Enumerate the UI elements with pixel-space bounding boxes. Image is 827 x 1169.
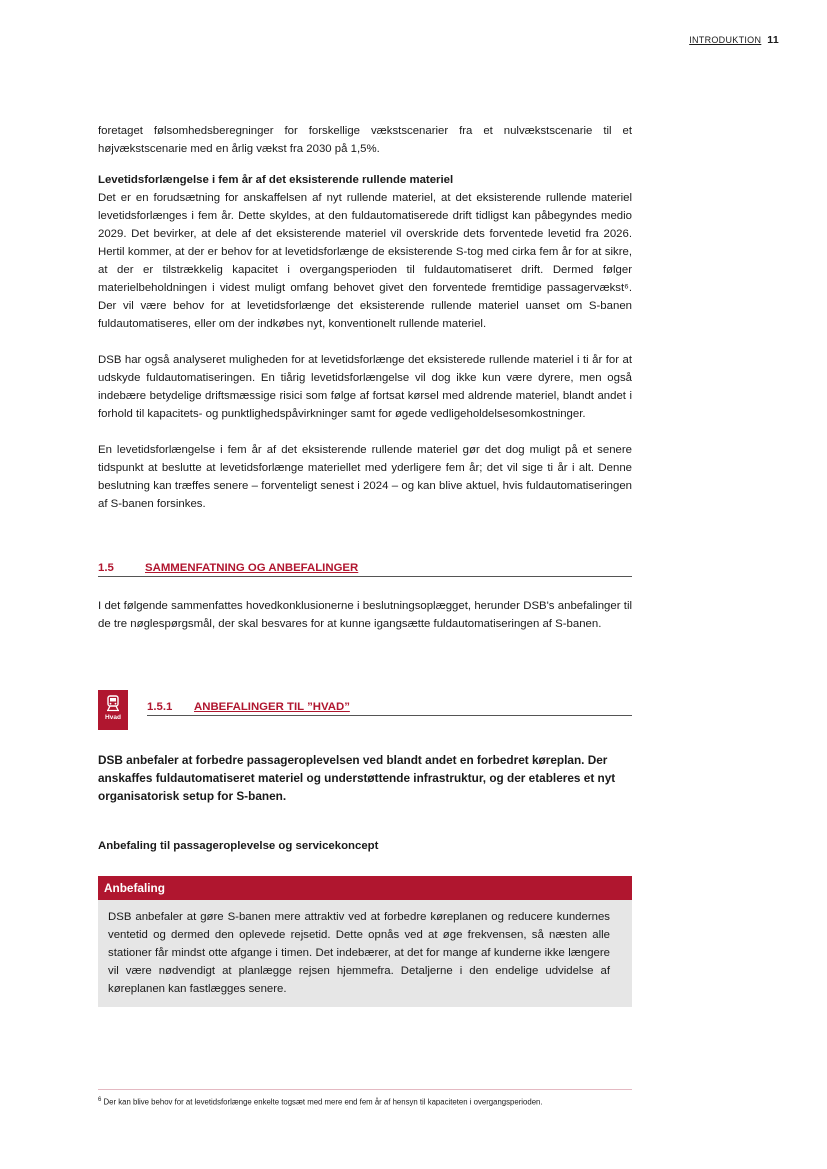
subsection-title: ANBEFALINGER TIL ”HVAD” <box>194 701 350 713</box>
footnote-text: Der kan blive behov for at levetidsforlænge enkelte togsæt med mere end fem år af hensyn til kapaciteten i overgangsperioden. <box>103 1097 543 1107</box>
badge-label: Hvad <box>105 714 121 721</box>
subheading-passageroplevelse: Anbefaling til passageroplevelse og servicekoncept <box>98 840 379 852</box>
lead-paragraph: DSB anbefaler at forbedre passageroplevelsen ved blandt andet en forbedret køreplan. Der anskaffes fuldautomatiseret materiel og understøttende infrastruktur, og der etableres et nyt organisatorisk setup for S-banen. <box>98 753 616 803</box>
page-header <box>689 34 779 46</box>
section-number: 1.5 <box>98 562 114 574</box>
footnote-marker: 6 <box>98 1097 102 1103</box>
subheading-levetid: Levetidsforlængelse i fem år af det eksisterende rullende materiel <box>98 174 454 186</box>
paragraph-3: DSB har også analyseret muligheden for at levetidsforlænge det eksisterede rullende materiel i ti år for at udskyde fuldautomatiseringen. En tiårig levetidsforlængelse vil dog ikke kun være dyrere, men også indebære betydelige driftsmæssige risici som følge af fortsat kørsel med aldrende materiel, blandt andet i forhold til kapacitets- og punktlighedspåvirkninger samt for øgede vedligeholdelsesomkostninger. <box>98 354 632 420</box>
train-icon <box>106 695 120 712</box>
footnote-divider <box>98 1089 632 1090</box>
footnote <box>98 1097 543 1107</box>
page-number: 11 <box>767 34 779 46</box>
section-title: SAMMENFATNING OG ANBEFALINGER <box>145 562 359 574</box>
paragraph-2: Det er en forudsætning for anskaffelsen af nyt rullende materiel, at det eksisterende rullende materiel levetidsforlænges i fem år. Dette skyldes, at den fuldautomatiserede drift tidligst kan påbegyndes medio 2029. Det bevirker, at dele af det eksisterende materiel vil overskride dets forventede levetid fra 2026. Hertil kommer, at der er behov for at levetidsforlænge de eksisterende S-tog med cirka fem år for at sikre, at der er tilstrækkelig kapacitet i overgangsperioden til fuldautomatiseret drift. Dermed følger materielbeholdningen i videst muligt omfang behovet givet den forventede fremtidige passagervækst⁶. Der vil være behov for at levetidsforlænge det eksisterende rullende materiel uanset om S-banen fuldautomatiseres, eller om der indkøbes nyt, konventionelt rullende materiel. <box>98 192 632 330</box>
subsection-number: 1.5.1 <box>147 701 173 713</box>
body-text <box>98 122 632 513</box>
recommendation-text: DSB anbefaler at gøre S-banen mere attraktiv ved at forbedre køreplanen og reducere kundernes ventetid og dermed den oplevede rejsetid. Dette opnås ved at øge frekvensen, så næsten alle stationer får mindst otte afgange i timen. Det indebærer, at det for mange af kunderne ikke længere vil være nødvendigt at planlægge rejsen hjemmefra. Detaljerne i den endelige udvidelse af køreplanen kan fastlægges senere. <box>108 911 610 995</box>
paragraph-4: En levetidsforlængelse i fem år af det eksisterende rullende materiel gør det dog muligt på et senere tidspunkt at beslutte at levetidsforlænge materiellet med yderligere fem år; det vil sige ti år i alt. Denne beslutning kan træffes senere – forventeligt senest i 2024 – og kan blive aktuel, hvis fuldautomatiseringen af S-banen forsinkes. <box>98 444 632 510</box>
recommendation-title: Anbefaling <box>98 876 632 900</box>
header-section: INTRODUKTION <box>689 35 762 45</box>
paragraph-1: foretaget følsomhedsberegninger for forskellige vækstscenarier fra et nulvækstscenarie til et højvækstscenarie med en årlig vækst fra 2030 på 1,5%. <box>98 125 632 155</box>
section-intro-text: I det følgende sammenfattes hovedkonklusionerne i beslutningsoplægget, herunder DSB's anbefalinger til de tre nøglespørgsmål, der skal besvares for at kunne igangsætte fuldautomatiseringen af S-banen. <box>98 600 632 630</box>
recommendation-body <box>98 900 632 1007</box>
section-intro <box>98 597 632 633</box>
section-heading-1-5-1 <box>147 701 632 716</box>
recommendation-box <box>98 876 632 1007</box>
section-heading-1-5 <box>98 562 632 577</box>
hvad-badge <box>98 690 128 730</box>
